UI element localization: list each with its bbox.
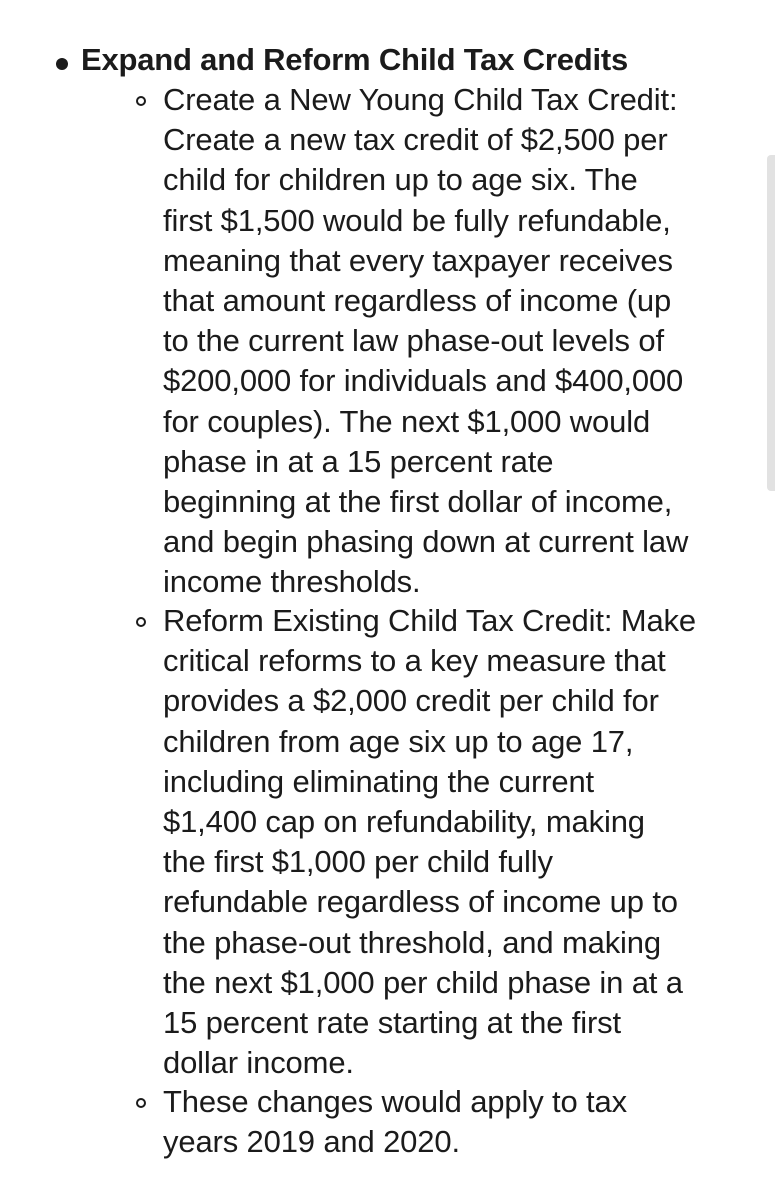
section-heading: Expand and Reform Child Tax Credits (81, 42, 629, 77)
text-line: beginning at the first dollar of income, (163, 484, 673, 520)
text-line: dollar income. (163, 1045, 354, 1081)
hollow-bullet-icon (136, 617, 146, 627)
text-line: critical reforms to a key measure that (163, 643, 666, 679)
hollow-bullet-icon (136, 96, 146, 106)
item-text (163, 80, 758, 603)
text-line: Reform Existing Child Tax Credit: Make (163, 603, 696, 638)
item-text (163, 601, 758, 1083)
text-line: children from age six up to age 17, (163, 723, 634, 759)
scrollbar[interactable] (767, 155, 775, 491)
text-line: and begin phasing down at current law (163, 524, 689, 560)
text-line: the first $1,000 per child fully (163, 844, 553, 880)
text-line: including eliminating the current (163, 763, 595, 799)
text-line: $200,000 for individuals and $400,000 (163, 363, 684, 399)
text-line: $1,400 cap on refundability, making (163, 804, 645, 840)
text-line: 15 percent rate starting at the first (163, 1005, 621, 1041)
text-line: phase in at a 15 percent rate (163, 443, 554, 479)
filled-bullet-icon (56, 58, 68, 70)
text-line: years 2019 and 2020. (163, 1124, 460, 1160)
text-line: meaning that every taxpayer receives (163, 242, 673, 278)
text-line: Create a New Young Child Tax Credit: (163, 82, 678, 117)
text-line: the next $1,000 per child phase in at a (163, 964, 683, 1000)
text-line: to the current law phase-out levels of (163, 323, 664, 359)
text-line: that amount regardless of income (up (163, 283, 672, 319)
hollow-bullet-icon (136, 1098, 146, 1108)
text-line: Create a new tax credit of $2,500 per (163, 122, 668, 158)
text-line: income thresholds. (163, 564, 421, 600)
item-text (163, 1082, 758, 1162)
text-line: child for children up to age six. The (163, 162, 638, 198)
text-line: for couples). The next $1,000 would (163, 403, 651, 439)
text-line: the phase-out threshold, and making (163, 924, 661, 960)
text-line: provides a $2,000 credit per child for (163, 683, 659, 719)
text-line: refundable regardless of income up to (163, 884, 678, 920)
text-line: These changes would apply to tax (163, 1084, 627, 1119)
text-line: first $1,500 would be fully refundable, (163, 202, 671, 238)
